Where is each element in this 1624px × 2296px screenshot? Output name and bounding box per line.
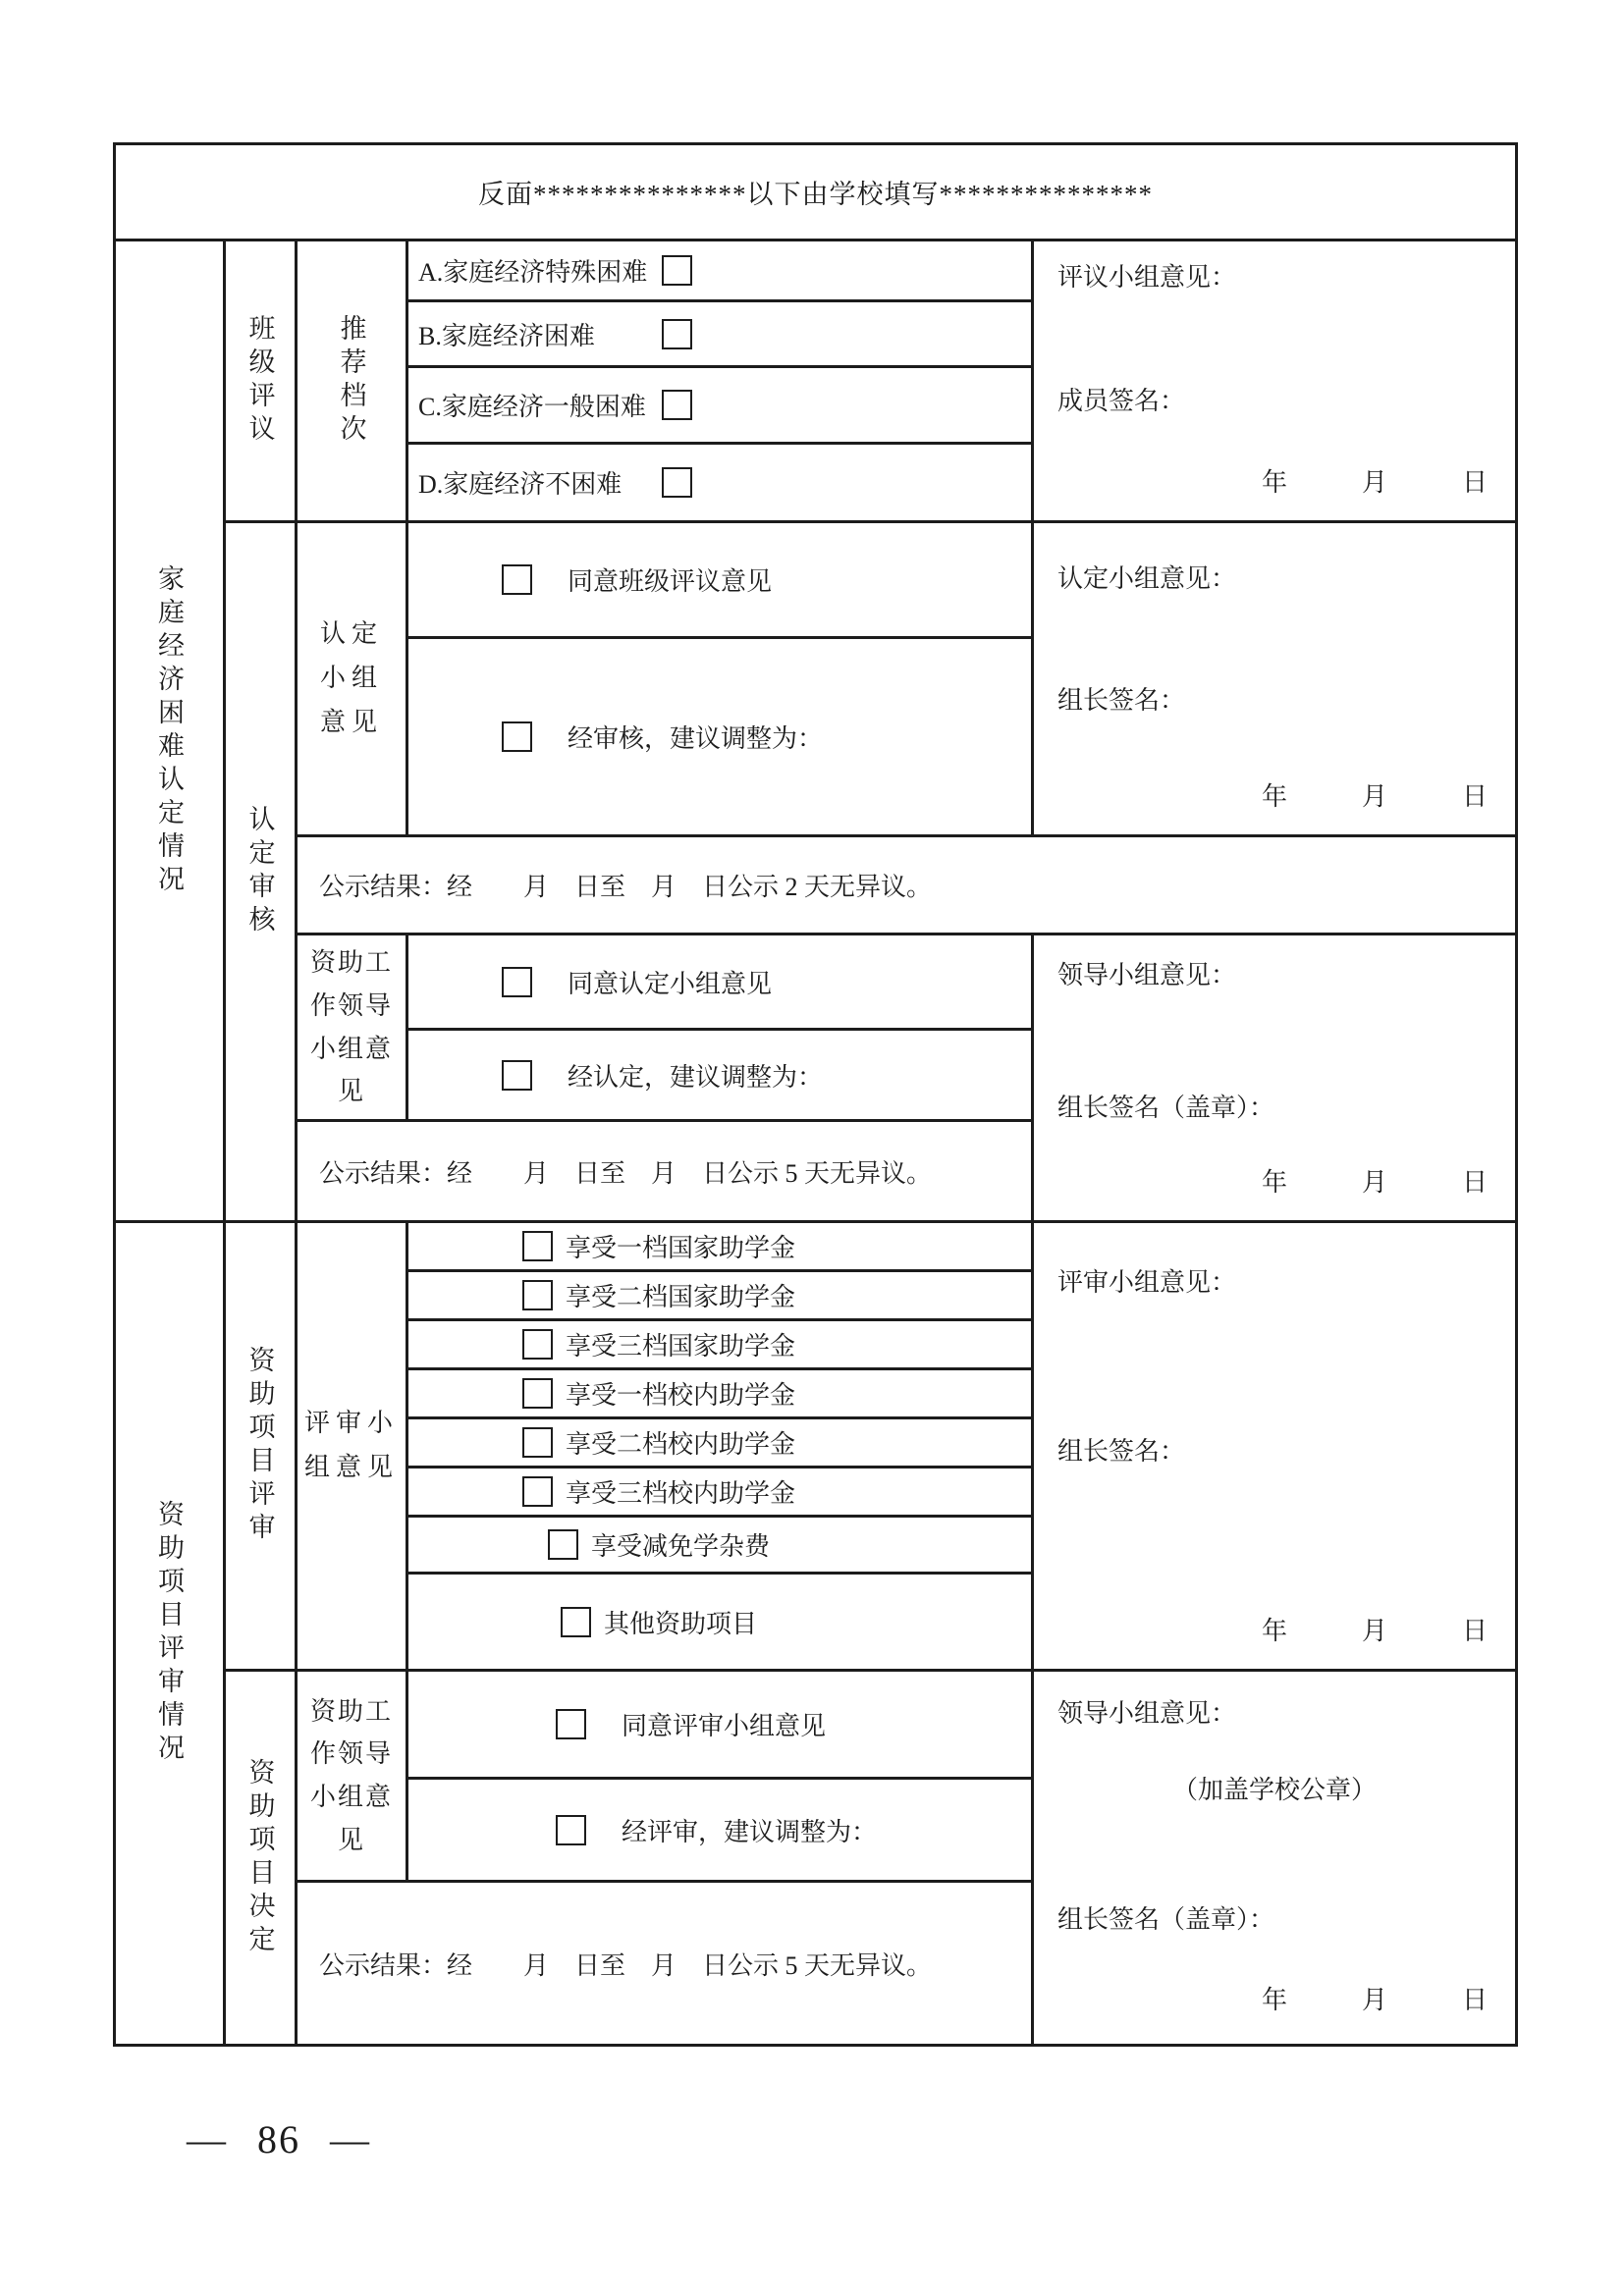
adjust-after-review-label: 经评审，建议调整为： — [622, 1817, 878, 1846]
section2-label: 资助项目评审情况 — [113, 1220, 223, 2044]
agree-committee-opinion-row — [406, 933, 1031, 1028]
adjust-after-audit-label: 经审核，建议调整为： — [568, 724, 824, 753]
form-header-text: 反面***************以下由学校填写*************** — [478, 180, 1153, 209]
checkbox-national-grant-3[interactable] — [522, 1329, 553, 1360]
aid-row-national-3: 享受三档国家助学金 — [406, 1318, 1031, 1367]
option-d-label: D.家庭经济不困难 — [418, 470, 623, 499]
date-line: 年 月 日 — [1261, 1986, 1495, 2014]
leader-sign-stamp-label: 组长签名（盖章）： — [1057, 1094, 1275, 1122]
date-line: 年 月 日 — [1261, 1617, 1495, 1645]
aid-row-national-1: 享受一档国家助学金 — [406, 1220, 1031, 1269]
checkbox-not-difficulty[interactable] — [662, 467, 692, 498]
leader-sign-label: 组长签名： — [1057, 686, 1186, 715]
option-row-b — [406, 299, 1031, 365]
decision-leader-opinion-block — [1031, 1669, 1515, 2044]
committee-opinion-block — [1031, 520, 1515, 834]
leader-group-label: 资助工 作领导 小组意 见 — [295, 933, 406, 1119]
agree-class-opinion-label: 同意班级评议意见 — [568, 567, 773, 596]
approval-table — [113, 142, 1518, 2047]
publicity-result-5day-row-2: 公示结果：经 月 日至 月 日公示 5 天无异议。 — [295, 1880, 1031, 2044]
option-c-label: C.家庭经济一般困难 — [418, 393, 646, 421]
option-row-d — [406, 442, 1031, 520]
date-line: 年 月 日 — [1261, 1168, 1495, 1197]
page-number: — 86 — — [187, 2117, 371, 2162]
committee-opinion-label: 认定 小组 意见 — [295, 520, 406, 834]
publicity-result-2day-row: 公示结果：经 月 日至 月 日公示 2 天无异议。 — [295, 834, 1515, 933]
leader-opinion-block — [1031, 933, 1515, 1220]
member-sign-label: 成员签名： — [1057, 387, 1186, 415]
checkbox-national-grant-1[interactable] — [522, 1231, 553, 1261]
opinion-title: 认定小组意见： — [1057, 564, 1237, 593]
checkbox-difficulty[interactable] — [662, 319, 692, 349]
decision-label: 资助项目决定 — [223, 1669, 295, 2044]
evaluation-label: 资助项目评审 — [223, 1220, 295, 1669]
adjust-after-audit-row — [406, 636, 1031, 834]
checkbox-agree-committee-opinion[interactable] — [502, 967, 532, 997]
audit-label: 认定审核 — [223, 520, 295, 1220]
review-opinion-block — [1031, 1220, 1515, 1669]
option-row-c — [406, 365, 1031, 442]
date-line: 年 月 日 — [1261, 468, 1495, 497]
adjust-after-review-row — [406, 1777, 1031, 1880]
opinion-title: 领导小组意见： — [1057, 1699, 1237, 1728]
checkbox-school-grant-3[interactable] — [522, 1476, 553, 1507]
option-a-label: A.家庭经济特殊困难 — [418, 258, 648, 287]
publicity-result-5day-row: 公示结果：经 月 日至 月 日公示 5 天无异议。 — [295, 1119, 1031, 1220]
checkbox-adjust-after-review[interactable] — [556, 1815, 586, 1845]
checkbox-agree-class-opinion[interactable] — [502, 564, 532, 595]
aid-row-school-1: 享受一档校内助学金 — [406, 1367, 1031, 1416]
date-line: 年 月 日 — [1261, 782, 1495, 811]
checkbox-fee-waiver[interactable] — [548, 1529, 578, 1560]
leader-sign-label: 组长签名： — [1057, 1437, 1186, 1466]
checkbox-agree-review-opinion[interactable] — [556, 1709, 586, 1739]
adjust-after-confirm-label: 经认定，建议调整为： — [568, 1062, 824, 1092]
class-review-opinion-block — [1031, 239, 1515, 520]
option-b-label: B.家庭经济困难 — [418, 321, 595, 350]
option-row-a — [406, 239, 1031, 299]
aid-row-other: 其他资助项目 — [406, 1572, 1031, 1669]
agree-review-opinion-label: 同意评审小组意见 — [622, 1712, 827, 1740]
aid-row-school-2: 享受二档校内助学金 — [406, 1416, 1031, 1466]
checkbox-special-difficulty[interactable] — [662, 255, 692, 286]
opinion-title: 评审小组意见： — [1057, 1268, 1237, 1297]
review-committee-label: 评审小 组意见 — [295, 1220, 406, 1669]
aid-row-national-2: 享受二档国家助学金 — [406, 1269, 1031, 1318]
class-review-label: 班级评议 — [223, 239, 295, 520]
agree-class-opinion-row — [406, 520, 1031, 636]
decision-leader-label: 资助工 作领导 小组意 见 — [295, 1669, 406, 1880]
agree-committee-opinion-label: 同意认定小组意见 — [568, 969, 773, 998]
school-stamp-note: （加盖学校公章） — [1171, 1776, 1377, 1804]
section1-label: 家庭经济困难认定情况 — [113, 239, 223, 1220]
aid-row-fee-waiver: 享受减免学杂费 — [406, 1515, 1031, 1572]
adjust-after-confirm-row — [406, 1028, 1031, 1119]
rank-label: 推荐档次 — [295, 239, 406, 520]
form-header — [113, 142, 1515, 239]
checkbox-school-grant-2[interactable] — [522, 1427, 553, 1458]
checkbox-school-grant-1[interactable] — [522, 1378, 553, 1409]
checkbox-other-aid[interactable] — [561, 1607, 591, 1637]
checkbox-general-difficulty[interactable] — [662, 390, 692, 420]
opinion-title: 领导小组意见： — [1057, 961, 1237, 989]
checkbox-adjust-after-audit[interactable] — [502, 721, 532, 752]
opinion-title: 评议小组意见： — [1057, 263, 1237, 292]
agree-review-opinion-row — [406, 1669, 1031, 1777]
checkbox-national-grant-2[interactable] — [522, 1280, 553, 1310]
checkbox-adjust-after-confirm[interactable] — [502, 1060, 532, 1091]
aid-row-school-3: 享受三档校内助学金 — [406, 1466, 1031, 1515]
leader-sign-stamp-label: 组长签名（盖章）： — [1057, 1905, 1275, 1934]
